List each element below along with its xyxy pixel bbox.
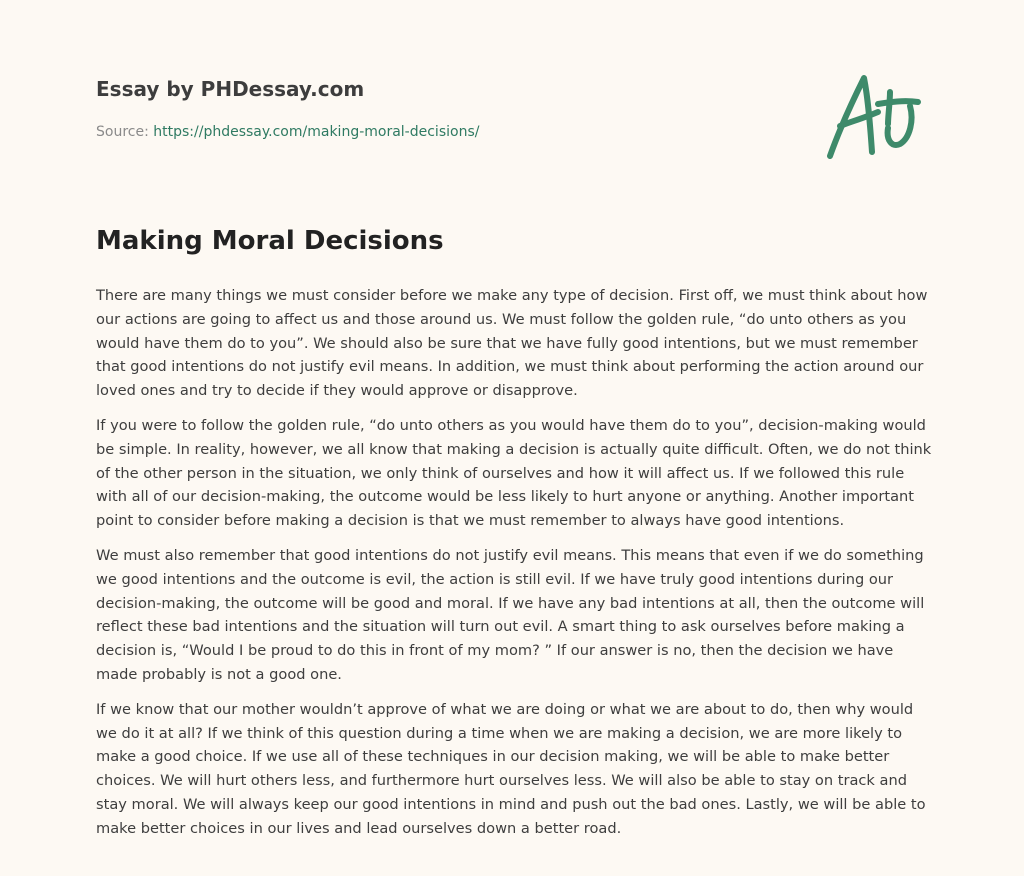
essay-paragraph: If we know that our mother wouldn’t approve of what we are doing or what we are about to do, then why would we do it at all? If we think of this question during a time when we are making a decision, we are more likely to make a good choice. If we use all of these techniques in our decision making, we will be able to make better choices. We will hurt others less, and furthermore hurt ourselves less. We will also be able to stay on track and stay moral. We will always keep our good intentions in mind and push out the bad ones. Lastly, we will be able to make better choices in our lives and lead ourselves down a better road.	[96, 700, 926, 837]
essay-paragraph: If you were to follow the golden rule, “do unto others as you would have them do to you”, decision-making would be simple. In reality, however, we all know that making a decision is actually quite difficult. Often, we do not think of the other person in the situation, we only think of ourselves and how it will affect us. If we followed this rule with all of our decision-making, the outcome would be less likely to hurt anyone or anything. Another important point to consider before making a decision is that we must remember to always have good intentions.	[96, 416, 932, 530]
a-plus-grade-icon	[826, 68, 926, 164]
essay-body	[96, 284, 932, 852]
essay-paragraph: There are many things we must consider before we make any type of decision. First off, we must think about how our actions are going to affect us and those around us. We must follow the golden rule, “do unto others as you would have them do to you”. We should also be sure that we have fully good intentions, but we must remember that good intentions do not justify evil means. In addition, we must think about performing the action around our loved ones and try to decide if they would approve or disapprove.	[96, 287, 928, 400]
source-line	[96, 124, 479, 140]
source-link[interactable]: https://phdessay.com/making-moral-decisions/	[153, 124, 480, 140]
site-brand: Essay by PHDessay.com	[96, 77, 365, 101]
essay-paragraph: We must also remember that good intentions do not justify evil means. This means that even if we do something we good intentions and the outcome is evil, the action is still evil. If we have truly good intentions during our decision-making, the outcome will be good and moral. If we have any bad intentions at all, then the outcome will reflect these bad intentions and the situation will turn out evil. A smart thing to ask ourselves before making a decision is, “Would I be proud to do this in front of my mom? ” If our answer is no, then the decision we have made probably is not a good one.	[96, 546, 925, 683]
source-label: Source:	[96, 124, 154, 140]
essay-title: Making Moral Decisions	[96, 226, 444, 256]
